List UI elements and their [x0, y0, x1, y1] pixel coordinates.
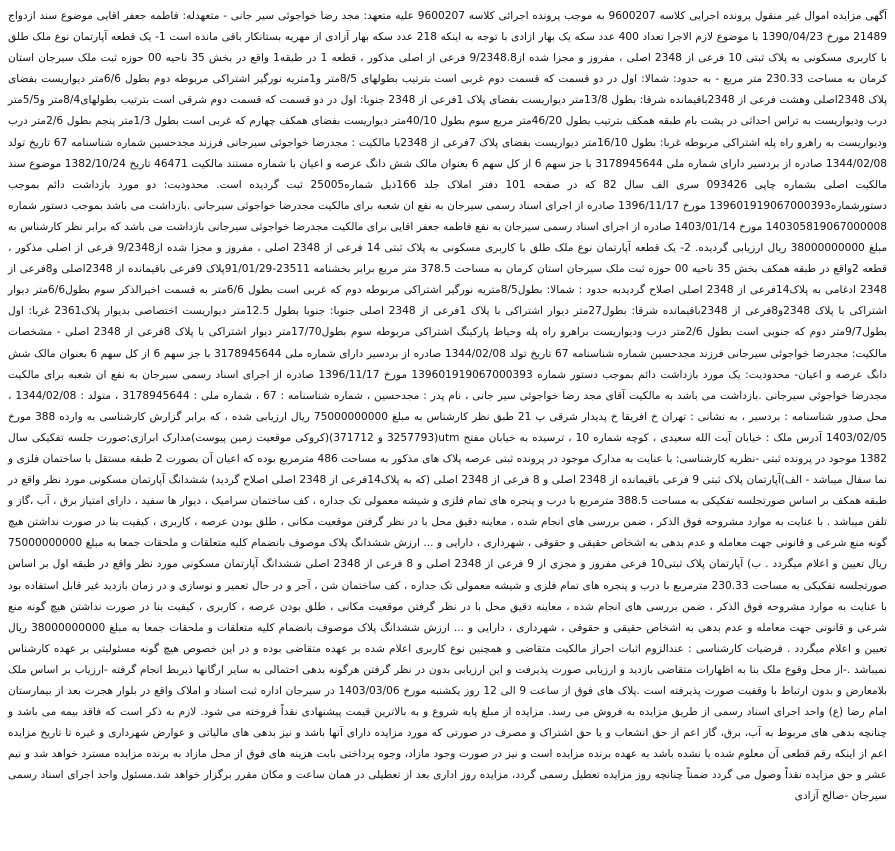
auction-notice-text: آگهی مزایده اموال غیر منقول پرونده اجرایی کلاسه 9600207 به موجب پرونده اجرائی کلاسه 9600207 علیه متعهد: مجد رضا خواجوئی سیر جانی - متعهدله: فاطمه جعفر اقایی موضوع سند ازدواج 21489 مورخ 1390/04/23 با موضوع لازم الاجرا تعداد 400 عدد سکه یک بهار ازادی با توجه به اینکه 218 عدد سکه بهار آزادی از مهریه بستانکار باقی مانده است 1- یک قطعه آپارتمان نوع ملک طلق با کاربری مسکونی به پلاک ثبتی 10 فرعی از 2348 اصلی ، مفروز و مجزا شده از9/2348.8 فرعی از اصلی مذکور ، قطعه 1 در طبقه1 واقع در بخش 35 ناحیه 00 حوزه ثبت ملک سیرجان استان کرمان به مساحت 230.33 متر مربع - به حدود: شمالا: اول در دو قسمت که قسمت دوم غربی است بترتیب بطولهای 8/5متر و1متریه نورگیر اشتراکی مربوطه دوم بطول 6/6متر دیواریست بفضای پلاک 2348اصلی وهشت فرعی از 2348باقیمانده شرقا: بطول 13/8متر دیواریست بفضای پلاک 1فرعی از 2348 جنوبا: اول در دو قسمت که قسمت دوم شرقی است بترتیب بطولهای8/4متر و5/5متر درب ودیواریست به تراس احداثی در پشت بام طبقه همکف بترتیب بطول 46/20متر مربع سوم بطول 40/10متر دیواریست بفضای همکف چهارم که غربی است بطول 1/3متر پنجم بطول 2/6متر درب ودیواریست به راهرو راه پله اشتراکی مربوطه غربا: بطول 16/10متر دیواریست بفضای پلاک 7فرعی از 2348با مالکیت : مجدرضا خواجوئی سیرجانی فرزند مجدحسین شماره شناسنامه 67 تاریخ تولد 1344/02/08 صادره از بردسیر دارای شماره ملی 3178945644 با جز سهم 6 از کل سهم 6 بعنوان مالک شش دانگ عرصه و اعیان با شماره مستند مالکیت 46471 تاریخ 1382/10/24 موضوع سند مالکیت اصلی بشماره چاپی 093426 سری الف سال 82 که در صفحه 101 دفتر املاک جلد 166ذیل شماره25005 ثبت گردیده است. محدودیت: دو مورد بازداشت دائم بموجب دستورشماره139601919067000393 مورخ 1396/11/17 صادره از اجرای اسناد رسمی سیرجان به نفع ان شعبه برای مالکیت مجدرضا خواجوئی سیرجانی .بازداشت می باشد بموجب دستور شماره 140305819067000008 مورخ 1403/01/14 صادره از اجرای اسناد رسمی سیرجان به نفع فاطمه جعفر اقایی برای مالکیت مجدرضا خواجوئی سیرجانی بازداشت می باشد که برابر نظر کارشناس به مبلغ 38000000000 ریال ارزیابی گردیده. 2- یک قطعه آپارتمان نوع ملک طلق با کاربری مسکونی به پلاک ثبتی 14 فرعی از 2348 اصلی ، مفروز و مجزا شده از9/2348 فرعی از اصلی مذکور ، قطعه 2واقع در طبقه همکف بخش 35 ناحیه 00 حوزه ثبت ملک سیرجان استان کرمان به مساحت 378.5 متر مربع برابر بخشنامه 23511-91/01/29پلاک 9فرعی باقیمانده از 2348اصلی و8فرعی از 2348 ادغامی به پلاک14فرعی از 2348 اصلی اصلاح گردیدبه حدود : شمالا: بطول8/5متریه نورگیر اشتراکی مربوطه دوم که غربی است بطول 6/6متر به قسمت اخیرالذکر سوم بطول6/6متر دیوار اشتراکی با پلاک 2348و8فرعی از 2348باقیمانده شرقا: بطول27متر دیوار اشتراکی با پلاک 1فرعی از 2348 اصلی جنوبا: جنوبا بطول 12.5متر دیواریست اختصاصی بدیوار پلاک2361 غربا: اول بطول9/7متر دوم که جنوبی است بطول 2/6متر درب ودیواریست براهرو راه پله وحیاط پارکینگ اشتراکی مربوطه سوم بطول17/70متر دیوار اشتراکی با پلاک 8فرعی از 2348 اصلی - مشخصات مالکیت: مجدرضا خواجوئی سیرجانی فرزند مجدحسین شماره شناسنامه 67 تاریخ تولد 1344/02/08 صادره از بردسیر دارای شماره ملی 3178945644 با جز سهم 6 از کل سهم 6 بعنوان مالک شش دانگ عرصه و اعیان- محدودیت: یک مورد بازداشت دائم بموجب دستور شماره 139601919067000393 مورخ 1396/11/17 صادره از اجرای اسناد رسمی سیرجان به نفع ان شعبه برای مالکیت مجدرضا خواجوئی سیرجانی .بازداشت می باشد به مالکیت آقای مجد رضا خواجوئی سیر جانی ، نام پدر : مجدحسین ، شماره شناسنامه : 67 ، شماره ملی : 3178945644 ، متولد : 1344/02/08 ، محل صدور شناسنامه : بردسیر ، به نشانی : تهران خ افریقا خ پدیدار شرقی پ 21 طبق نظر کارشناس به مبلغ 75000000000 ریال ارزیابی شده ، که برابر گزارش کارشناسی به وارده 388 مورخ 1403/02/05 آدرس ملک : خیابان آیت الله سعیدی ، کوچه شماره 10 ، ترسیده به خیابان مفتح utm(3257793 و 371712)(کروکی موقعیت زمین پیوست)مدارک ابرازی:صورت جلسه تفکیکی سال 1382 موجود در پرونده ثبتی -نظریه کارشناسی: با عنایت به مدارک موجود در پرونده ثبتی عرصه پلاک های مذکور به مساحت 486 مترمربع بوده که اعیان آن بصورت 2 طبقه مستقل با ساختمان فلزی و نما سفال میباشد - الف)آپارتمان پلاک ثبتی 9 فرعی باقیمانده از 2348 اصلی و 8 فرعی از 2348 اصلی (که به پلاک14فرعی از 2348 اصلی اصلاح گردید) ششدانگ آپارتمان مسکونی مورد نظر واقع در طبقه همکف بر اساس صورتجلسه تفکیکی به مساحت 388.5 مترمربع با درب و پنجره های تمام فلزی و شیشه معمولی تک جداره ، کف ساختمان سرامیک ، دیوار ها سفید ، دارای امتیاز برق ، آب ،گاز و تلفن میباشد . با عنایت به موارد مشروحه فوق الذکر ، ضمن بررسی های انجام شده ، معاینه دقیق محل با در نظر گرفتن موقعیت مکانی ، طلق بودن عرصه ، کاربری ، کیفیت بنا در صورت نداشتن هیچ گونه منع شرعی و قانونی جهت معامله و عدم بدهی به اشخاص حقیقی و حقوقی ، شهرداری ، دارایی و ... ارزش ششدانگ پلاک موصوف بانضمام کلیه متعلقات و ملحقات جمعا به مبلغ 75000000000 ریال تعیین و اعلام میگردد . ب) آپارتمان پلاک ثبتی10 فرعی مفروز و مجزی از 9 فرعی از 2348 اصلی و 8 فرعی از 2348 اصلی ششدانگ آپارتمان مسکونی مورد نظر واقع در طبقه اول بر اساس صورتجلسه تفکیکی به مساحت 230.33 مترمربع با درب و پنجره های تمام فلزی و شیشه معمولی تک جداره ، کف ساختمان شن ، آجر و در حال تعمیر و نوسازی و در زمان بازدید غیر قابل استفاده بود با عنایت به موارد مشروحه فوق الذکر ، ضمن بررسی های انجام شده ، معاینه دقیق محل با در نظر گرفتن موقعیت مکانی ، طلق بودن عرصه ، کاربری ، کیفیت بنا در صورت نداشتن هیچ گونه منع شرعی و قانونی جهت معامله و عدم بدهی به اشخاص حقیقی و حقوقی ، شهرداری ، دارایی و ... ارزش ششدانگ پلاک موصوف بانضمام کلیه متعلقات و ملحقات جمعا به مبلغ 38000000000 ریال تعیین و اعلام میگردد . فرضیات کارشناسی : عندالزوم اثبات احراز مالکیت متقاضی و همچنین نوع کاربری اعلام شده بر عهده متقاضی بوده و در این خصوص هیچ گونه مسئولیتی بر عهده کارشناس نمیباشد .-از محل وقوع ملک بنا به اظهارات متقاضی بازدید و ارزیابی صورت پذیرفت و این ارزیابی بدون در نظر گرفتن هرگونه بدهی احتمالی به سایر ارگانها ذیربط انجام گرفته -ارزیاب بر اساس ملک بلامعارض و بدون ارتباط با وقفیت صورت پذیرفته است .پلاک های فوق از ساعت 9 الی 12 روز یکشنبه مورخ 1403/03/06 در سیرجان اداره ثبت اسناد و املاک واقع در بلوار هجرت بعد از بیمارستان امام رضا (ع) واحد اجرای اسناد رسمی از طریق مزایده به فروش می رسد. مزایده از مبلغ پایه شروع و به بالاترین قیمت پیشنهادی نقداً فروخته می شود. لازم به ذکر است که فاقد بیمه می باشد و چنانچه بدهی های مربوط به آب، برق، گاز اعم از حق انشعاب و یا حق اشتراک و مصرف در صورتی که مورد مزایده دارای آنها باشد و نیز بدهی های مالیاتی و عوارض شهرداری و غیره تا تاریخ مزایده اعم از اینکه رقم قطعی آن معلوم شده یا نشده باشد به عهده برنده مزایده است و نیز در صورت وجود مازاد، وجوه پرداختی بابت هزینه های فوق از محل مازاد به برنده مزایده مسترد خواهد شد و نیم عشر و حق مزایده نقداً وصول می گردد ضمناً چنانچه روز مزایده تعطیل رسمی گردد، مزایده روز اداری بعد از تعطیلی در همان ساعت و مکان مقرر برگزار خواهد شد.مسئول واحد اجرای اسناد رسمی سیرجان -صالح آزادی [8, 10, 888, 803]
